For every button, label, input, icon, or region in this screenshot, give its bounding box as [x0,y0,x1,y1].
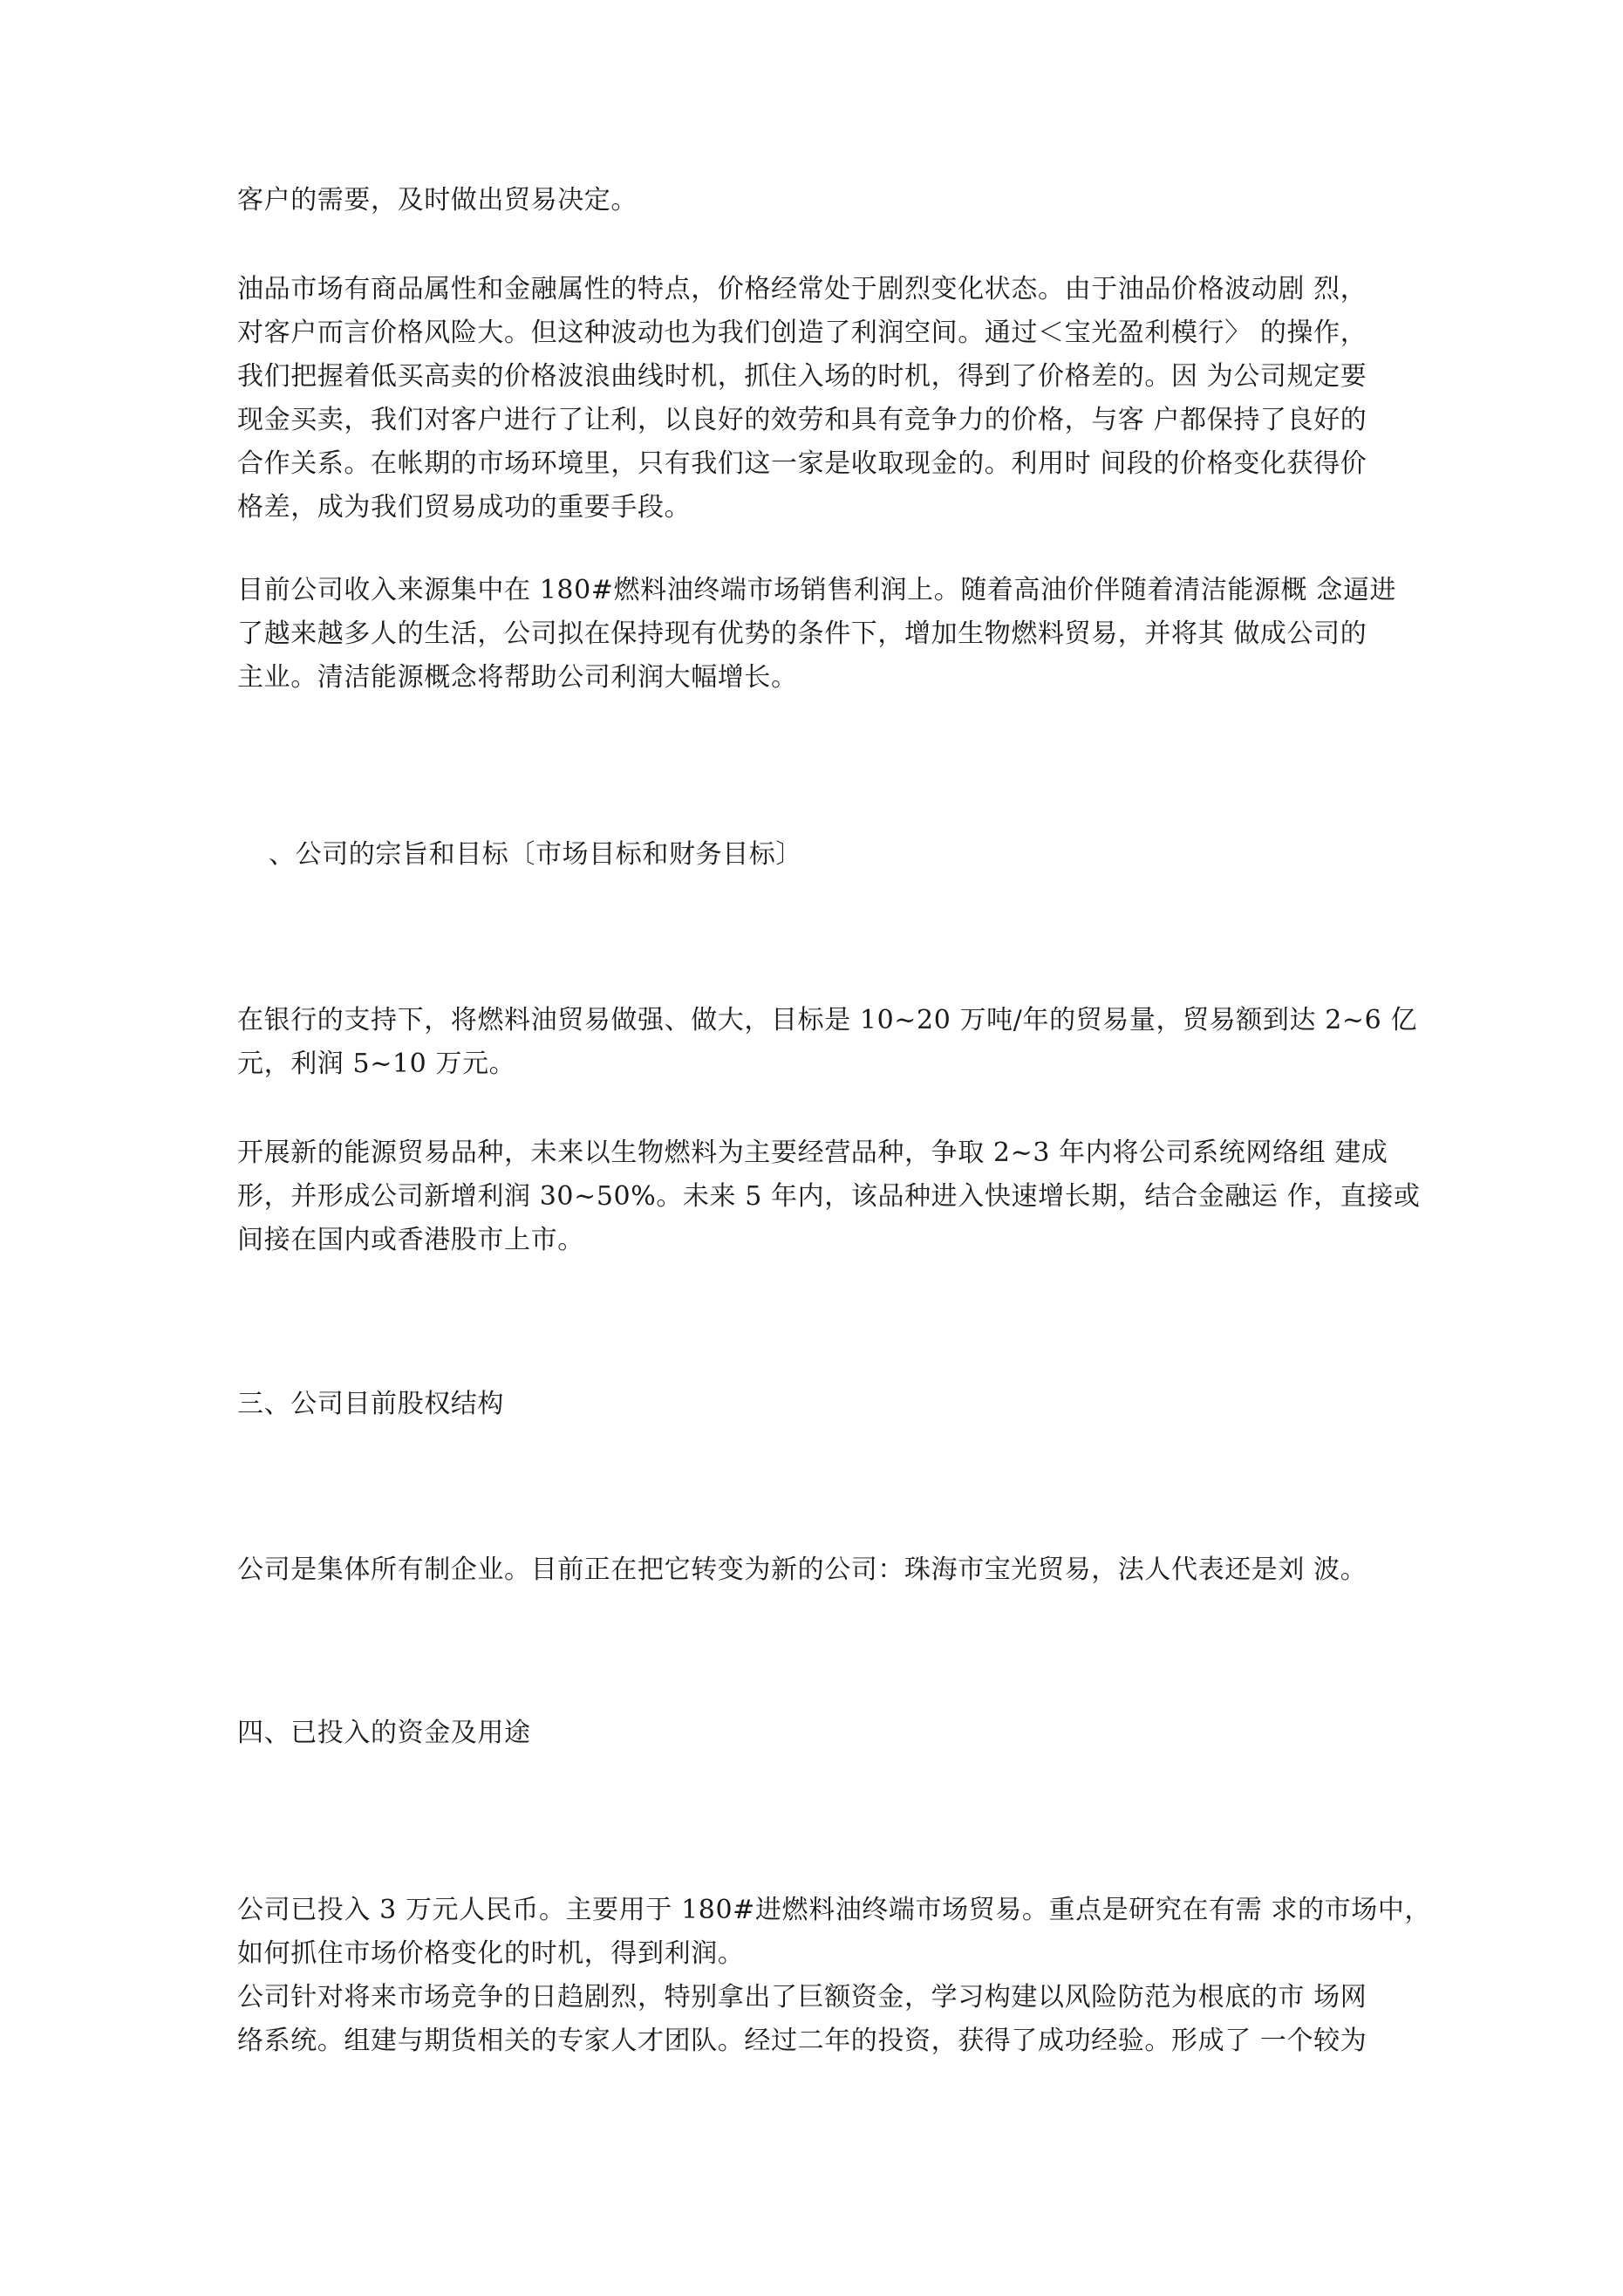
section-heading-invested-funds: 四、已投入的资金及用途 [237,1718,531,1748]
text-line: 间接在国内或香港股市上市。 [237,1225,584,1255]
text-line: 现金买卖，我们对客户进行了让利，以良好的效劳和具有竞争力的价格，与客 户都保持了良好的 [237,405,1367,435]
text-line: 主业。清洁能源概念将帮助公司利润大幅增长。 [237,662,798,693]
paragraph-new-energy-plan [237,1131,1421,1262]
paragraph-oil-market-volatility [237,268,1415,530]
text-line: 元，利润 5~10 万元。 [237,1049,516,1079]
text-line: 开展新的能源贸易品种，未来以生物燃料为主要经营品种，争取 2~3 年内将公司系统网络组 建成 [237,1138,1388,1168]
text-line: 形，并形成公司新增利润 30~50%。未来 5 年内，该品种进入快速增长期，结合金融运 作，直接或 [237,1181,1421,1212]
text-line: 格差，成为我们贸易成功的重要手段。 [237,492,692,523]
paragraph-investment-use [237,1889,1432,2063]
paragraph-ownership [237,1548,1415,1592]
text-line: 油品市场有商品属性和金融属性的特点，价格经常处于剧烈变化状态。由于油品价格波动剧 烈， [237,274,1367,304]
text-line: 合作关系。在帐期的市场环境里，只有我们这一家是收取现金的。利用时 间段的价格变化获得价 [237,448,1367,479]
text-line: 我们把握着低买高卖的价格波浪曲线时机，抓住入场的时机，得到了价格差的。因 为公司规定要 [237,361,1367,392]
text-line: 如何抓住市场价格变化的时机，得到利润。 [237,1938,745,1969]
text-line: 对客户而言价格风险大。但这种波动也为我们创造了利润空间。通过＜宝光盈利模行〉 的操作， [237,318,1367,348]
text-line: 络系统。组建与期货相关的专家人才团队。经过二年的投资，获得了成功经验。形成了 一个较为 [237,2026,1367,2056]
text-line: 客户的需要，及时做出贸易决定。 [237,185,638,215]
section-heading-equity-structure: 三、公司目前股权结构 [237,1389,504,1419]
text-line: 了越来越多人的生活，公司拟在保持现有优势的条件下，增加生物燃料贸易，并将其 做成公司的 [237,618,1367,649]
text-line: 公司是集体所有制企业。目前正在把它转变为新的公司：珠海市宝光贸易，法人代表还是刘 波。 [237,1555,1367,1585]
text-line: 公司已投入 3 万元人民币。主要用于 180#进燃料油终端市场贸易。重点是研究在有需 求的市场中， [237,1895,1432,1925]
text-line: 在银行的支持下，将燃料油贸易做强、做大，目标是 10~20 万吨/年的贸易量，贸易额到达 2~6 亿 [237,1005,1418,1035]
text-line: 目前公司收入来源集中在 180#燃料油终端市场销售利润上。随着高油价伴随着清洁能源概 念逼进 [237,575,1397,605]
section-heading-purpose-and-goals: 、公司的宗旨和目标〔市场目标和财务目标〕 [269,839,802,870]
text-line: 公司针对将来市场竞争的日趋剧烈，特别拿出了巨额资金，学习构建以风险防范为根底的市 场网 [237,1982,1367,2012]
paragraph-trade-targets [237,999,1418,1086]
paragraph-trade-decision [237,179,1415,222]
paragraph-income-source [237,569,1415,700]
